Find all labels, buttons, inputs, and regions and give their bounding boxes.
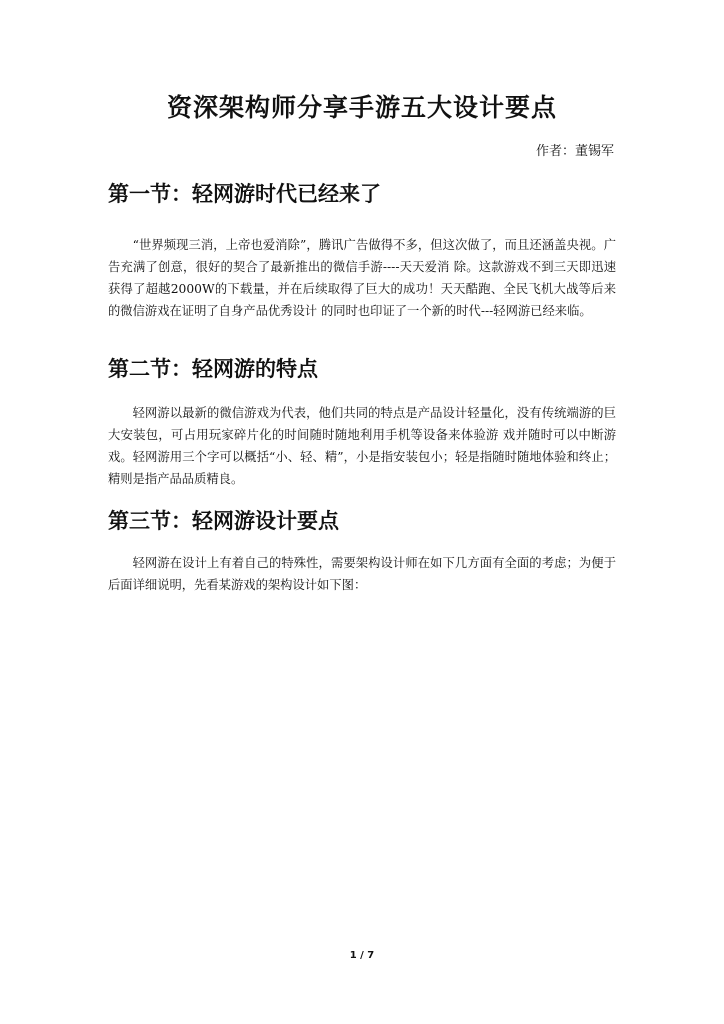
section-2-heading: 第二节：轻网游的特点: [108, 357, 318, 381]
section-3-paragraph: 轻网游在设计上有着自己的特殊性，需要架构设计师在如下几方面有全面的考虑；为便于后面详细说明，先看某游戏的架构设计如下图：: [108, 556, 616, 592]
author-line: 作者：董锡军: [535, 144, 614, 159]
section-3-heading: 第三节：轻网游设计要点: [108, 509, 339, 533]
document-title: 资深架构师分享手游五大设计要点: [166, 93, 557, 122]
section-1-paragraph: “世界频现三消，上帝也爱消除”，腾讯广告做得不多，但这次做了，而且还涵盖央视。广告充满了创意，很好的契合了最新推出的微信手游----天天爱消 除。这款游戏不到三天即迅速获得了超越2000W的下载量，并在后续取得了巨大的成功！天天酷跑、全民飞机大战等后来的微信游戏在证明了自身产品优秀设计 的同时也印证了一个新的时代---轻网游已经来临。: [108, 238, 616, 318]
section-1-heading: 第一节：轻网游时代已经来了: [108, 182, 381, 206]
section-2-paragraph: 轻网游以最新的微信游戏为代表，他们共同的特点是产品设计轻量化，没有传统端游的巨大安装包，可占用玩家碎片化的时间随时随地利用手机等设备来体验游 戏并随时可以中断游戏。轻网游用三个字可以概括“小、轻、精”，小是指安装包小；轻是指随时随地体验和终止；精则是指产品品质精良。: [108, 406, 616, 486]
page-number: 1 / 7: [349, 950, 375, 961]
